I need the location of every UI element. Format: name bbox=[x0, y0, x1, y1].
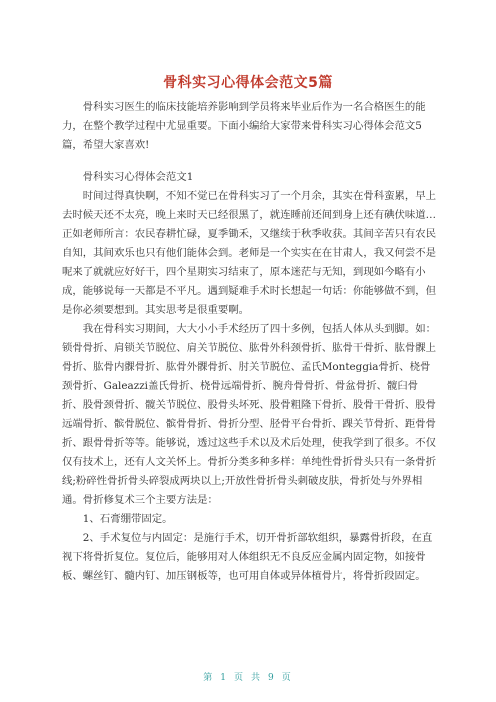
footer-page-unit: 页 bbox=[233, 673, 245, 683]
spacer bbox=[62, 155, 438, 168]
document-title: 骨科实习心得体会范文5篇 bbox=[163, 75, 333, 91]
footer-total-label: 共 bbox=[251, 673, 263, 683]
footer-total-unit: 页 bbox=[281, 673, 293, 683]
intro-paragraph: 骨科实习医生的临床技能培养影响到学员将来毕业后作为一名合格医生的能力，在整个教学过程中尤显重要。下面小编给大家带来骨科实习心得体会范文5篇，希望大家喜欢! bbox=[62, 101, 426, 151]
footer-page-current: 1 bbox=[220, 673, 228, 683]
page-footer bbox=[0, 670, 496, 683]
footer-page-label: 第 bbox=[203, 673, 215, 683]
section-heading: 骨科实习心得体会范文1 bbox=[82, 171, 194, 183]
body-paragraph: 1、石膏绷带固定。 bbox=[82, 513, 173, 525]
body-paragraph: 时间过得真快啊，不知不觉已在骨科实习了一个月余，其实在骨科蛮累，早上去时候天还不太亮，晚上来时天已经很黑了，就连睡前还间到身上还有碘伏味道…正如老师所言：农民春耕忙碌，夏季锄禾，又继续于秋季收获。其间辛苦只有农民自知，其间欢乐也只有他们能体会到。老师是一个实实在在甘肃人，我又何尝不是呢来了就就应好好干，四个星期实习结束了，原本迷茫与无知，到现如今略有小成，能够说每一天都是不平凡。遇到疑难手术时长想起一句话：你能够做不到，但是你必须要想到。其实思考是很重要啊。 bbox=[62, 190, 437, 316]
footer-page-total: 9 bbox=[268, 673, 276, 683]
body-paragraph: 2、手术复位与内固定：是施行手术，切开骨折部软组织，暴露骨折段，在直视下将骨折复位。复位后，能够用对人体组织无不良反应金属内固定物，如接骨板、螺丝钉、髓内钉、加压钢板等，也可用自体或异体植骨片，将骨折段固定。 bbox=[62, 532, 433, 582]
body-paragraph: 我在骨科实习期间，大大小小手术经历了四十多例，包括人体从头到脚。如：锁骨骨折、肩锁关节脱位、肩关节脱位、肱骨外科颈骨折、肱骨干骨折、肱骨髁上骨折、肱骨内髁骨折、肱骨外髁骨折、肘关节脱位、孟氏Monteggia骨折、桡骨颈骨折、Galeazzi盖氏骨折、桡骨远端骨折、腕舟骨骨折、骨盆骨折、髋臼骨折、股骨颈骨折、髋关节脱位、股骨头坏死、股骨粗隆下骨折、股骨干骨折、股骨远端骨折、髌骨脱位、髌骨骨折、骨折分型、胫骨平台骨折、踝关节骨折、距骨骨折、跟骨骨折等等。能够说，透过这些手术以及术后处理，使我学到了很多。不仅仅有技术上，还有人文关怀上。骨折分类多种多样：单纯性骨折骨头只有一条骨折线;粉碎性骨折骨头碎裂成两块以上;开放性骨折骨头刺破皮肤，骨折处与外界相通。骨折修复术三个主要方法是： bbox=[62, 323, 437, 506]
document-body bbox=[62, 98, 438, 586]
